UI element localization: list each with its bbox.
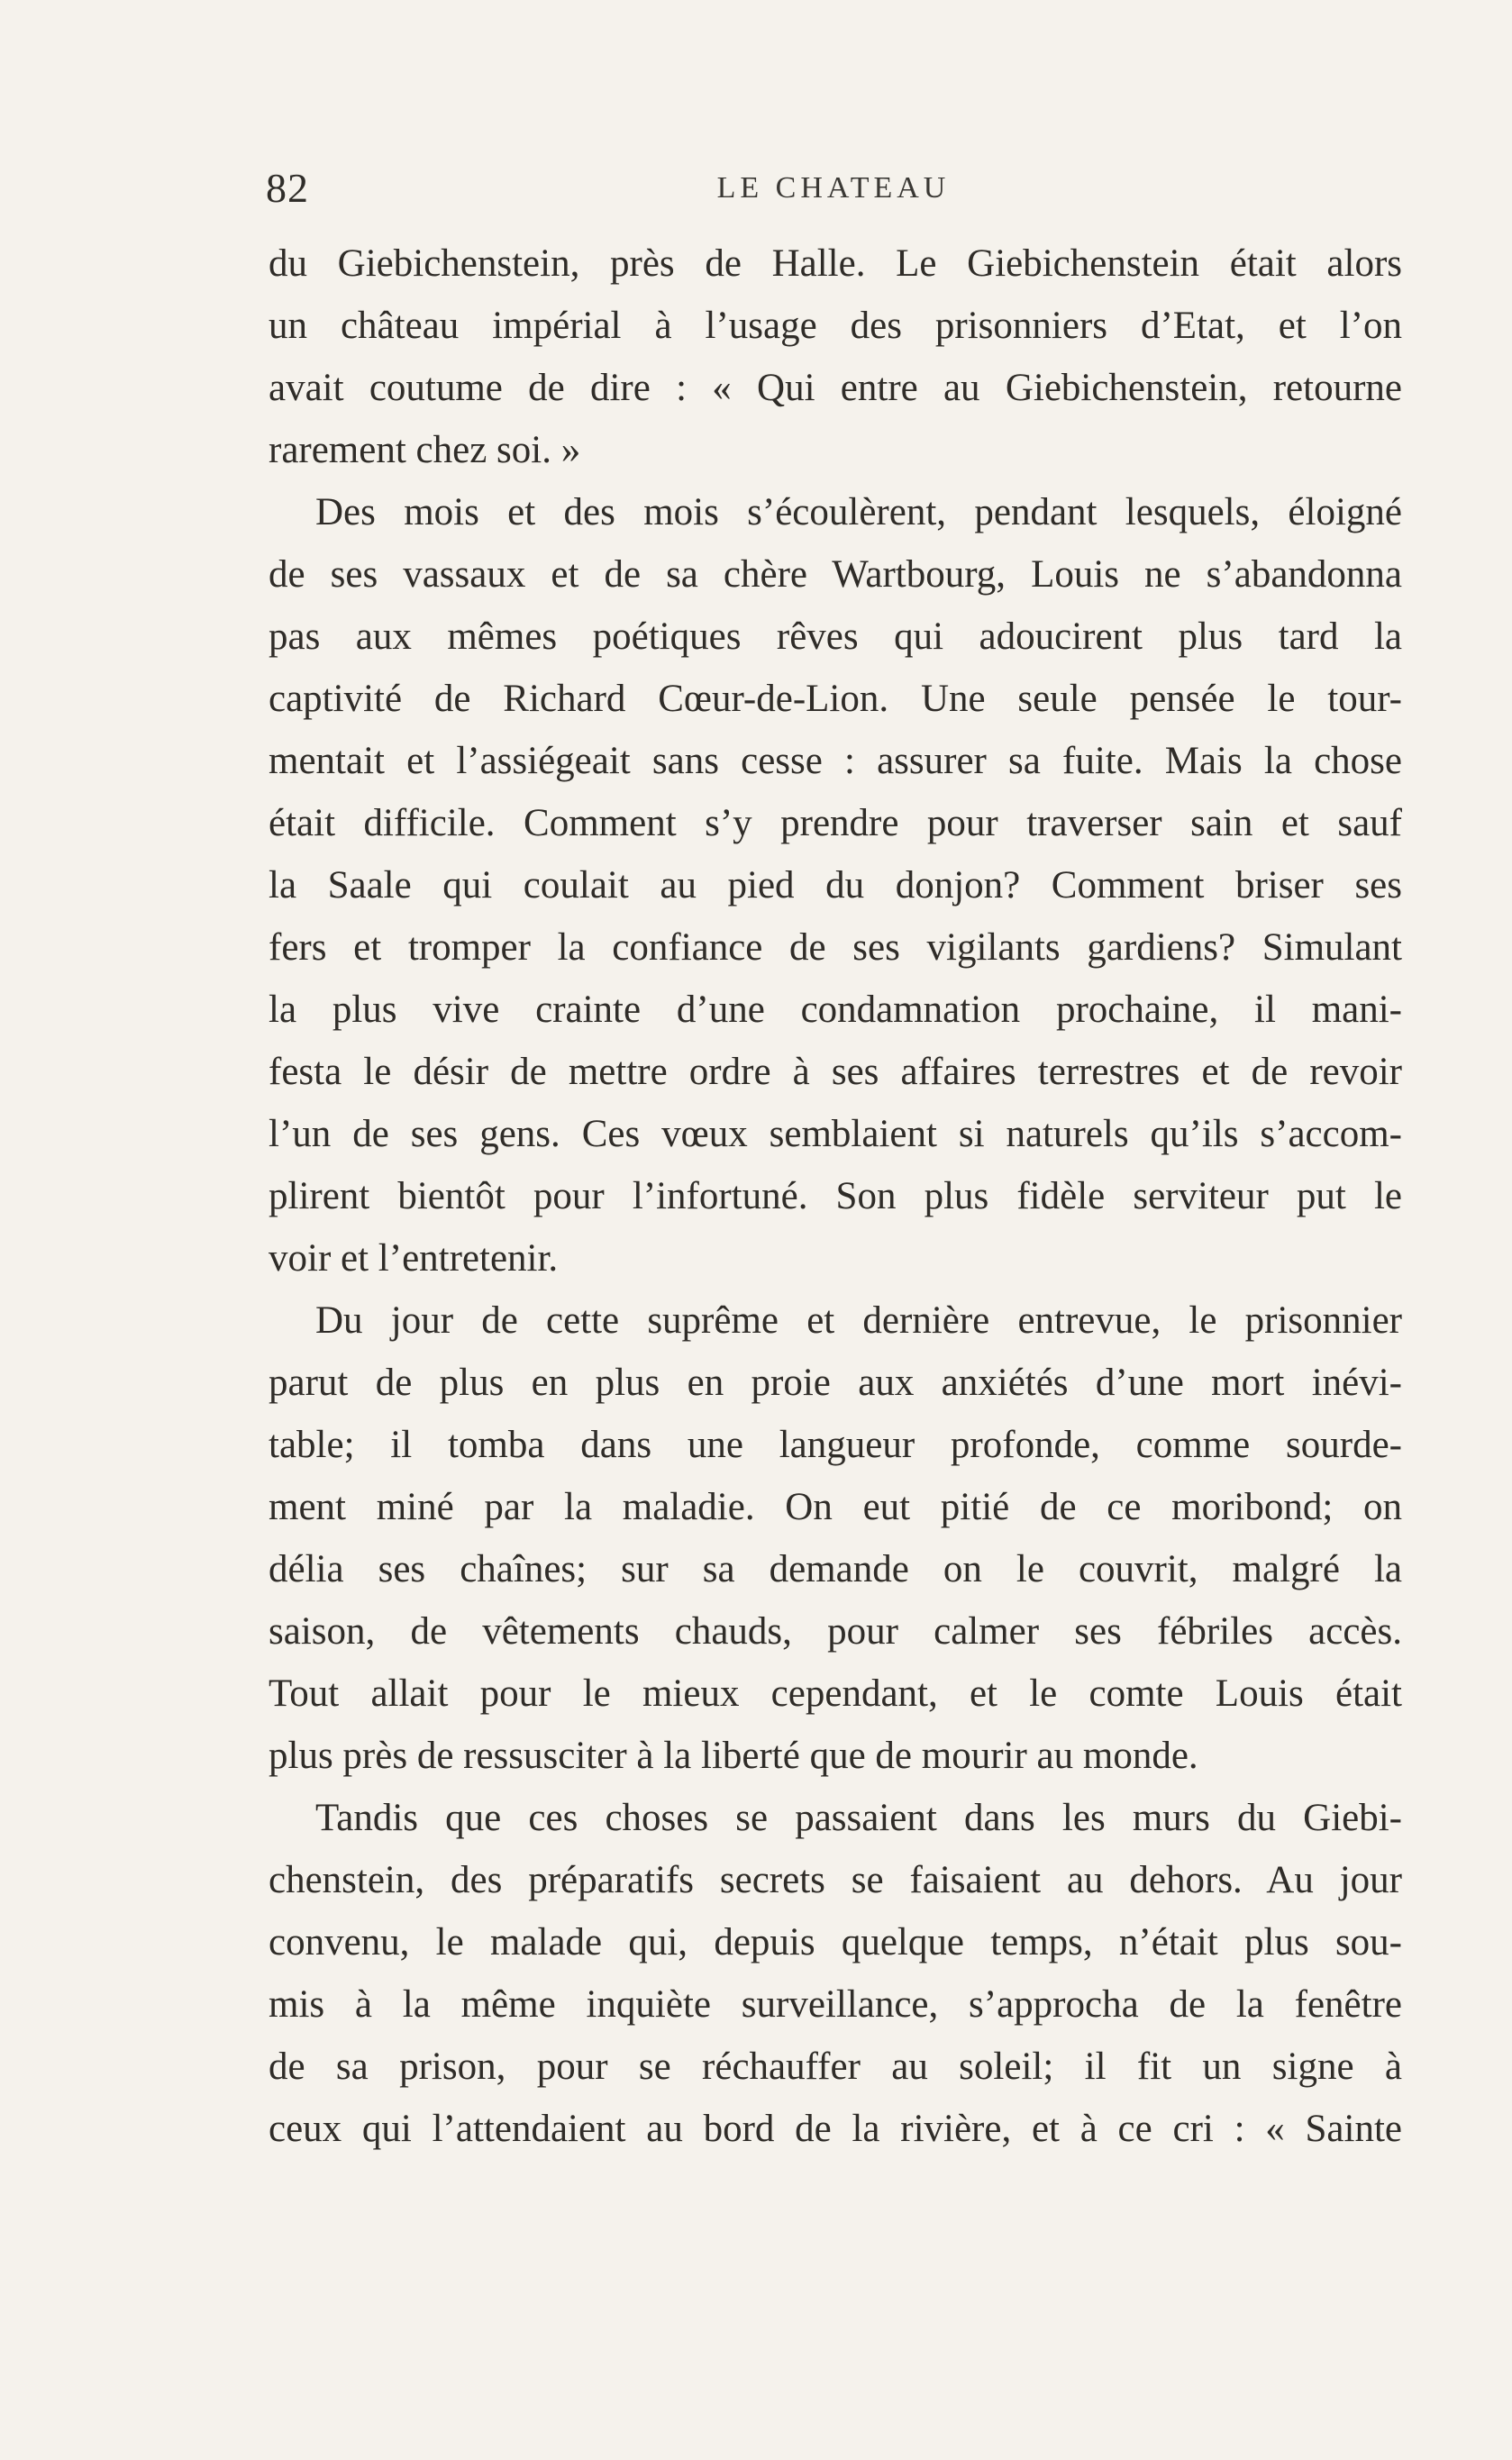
text-line: plirent bientôt pour l’infortuné. Son plus fidèle serviteur put le <box>269 1175 1402 1217</box>
page-number: 82 <box>266 165 309 211</box>
text-line: convenu, le malade qui, depuis quelque temps, n’était plus sou- <box>269 1921 1402 1963</box>
text-line: du Giebichenstein, près de Halle. Le Giebichenstein était alors <box>269 242 1402 285</box>
text-line: un château impérial à l’usage des prisonniers d’Etat, et l’on <box>269 305 1402 347</box>
text-line: ceux qui l’attendaient au bord de la rivière, et à ce cri : « Sainte <box>269 2108 1402 2150</box>
text-line: Des mois et des mois s’écoulèrent, pendant lesquels, éloigné <box>315 491 1402 533</box>
body-text <box>269 232 1402 2160</box>
text-line: captivité de Richard Cœur-de-Lion. Une seule pensée le tour- <box>269 678 1402 720</box>
text-line: la plus vive crainte d’une condamnation prochaine, il mani- <box>269 989 1402 1031</box>
text-line: festa le désir de mettre ordre à ses affaires terrestres et de revoir <box>269 1051 1402 1093</box>
text-line: rarement chez soi. » <box>269 429 581 471</box>
text-line: voir et l’entretenir. <box>269 1237 559 1280</box>
text-line: pas aux mêmes poétiques rêves qui adoucirent plus tard la <box>269 615 1402 658</box>
text-line: de sa prison, pour se réchauffer au soleil; il fit un signe à <box>269 2045 1402 2088</box>
text-line: Tout allait pour le mieux cependant, et le comte Louis était <box>269 1672 1402 1715</box>
page-header <box>266 164 1401 218</box>
text-line: parut de plus en plus en proie aux anxiétés d’une mort inévi- <box>269 1362 1402 1404</box>
text-line: délia ses chaînes; sur sa demande on le couvrit, malgré la <box>269 1548 1402 1590</box>
text-line: Du jour de cette suprême et dernière entrevue, le prisonnier <box>315 1299 1402 1342</box>
text-line: table; il tomba dans une langueur profonde, comme sourde- <box>269 1424 1402 1466</box>
text-line: plus près de ressusciter à la liberté que de mourir au monde. <box>269 1735 1198 1777</box>
text-line: avait coutume de dire : « Qui entre au Giebichenstein, retourne <box>269 367 1402 409</box>
text-line: mentait et l’assiégeait sans cesse : assurer sa fuite. Mais la chose <box>269 740 1402 782</box>
text-line: fers et tromper la confiance de ses vigilants gardiens? Simulant <box>269 926 1402 969</box>
text-line: chenstein, des préparatifs secrets se faisaient au dehors. Au jour <box>269 1859 1402 1901</box>
text-line: mis à la même inquiète surveillance, s’approcha de la fenêtre <box>269 1983 1402 2026</box>
running-title: LE CHATEAU <box>716 171 951 205</box>
text-line: était difficile. Comment s’y prendre pour traverser sain et sauf <box>269 802 1402 844</box>
text-line: Tandis que ces choses se passaient dans les murs du Giebi- <box>315 1797 1402 1839</box>
text-line: saison, de vêtements chauds, pour calmer ses fébriles accès. <box>269 1610 1402 1653</box>
text-line: de ses vassaux et de sa chère Wartbourg, Louis ne s’abandonna <box>269 553 1402 596</box>
text-line: la Saale qui coulait au pied du donjon? Comment briser ses <box>269 864 1402 907</box>
text-line: ment miné par la maladie. On eut pitié de ce moribond; on <box>269 1486 1402 1528</box>
text-line: l’un de ses gens. Ces vœux semblaient si naturels qu’ils s’accom- <box>269 1113 1402 1155</box>
